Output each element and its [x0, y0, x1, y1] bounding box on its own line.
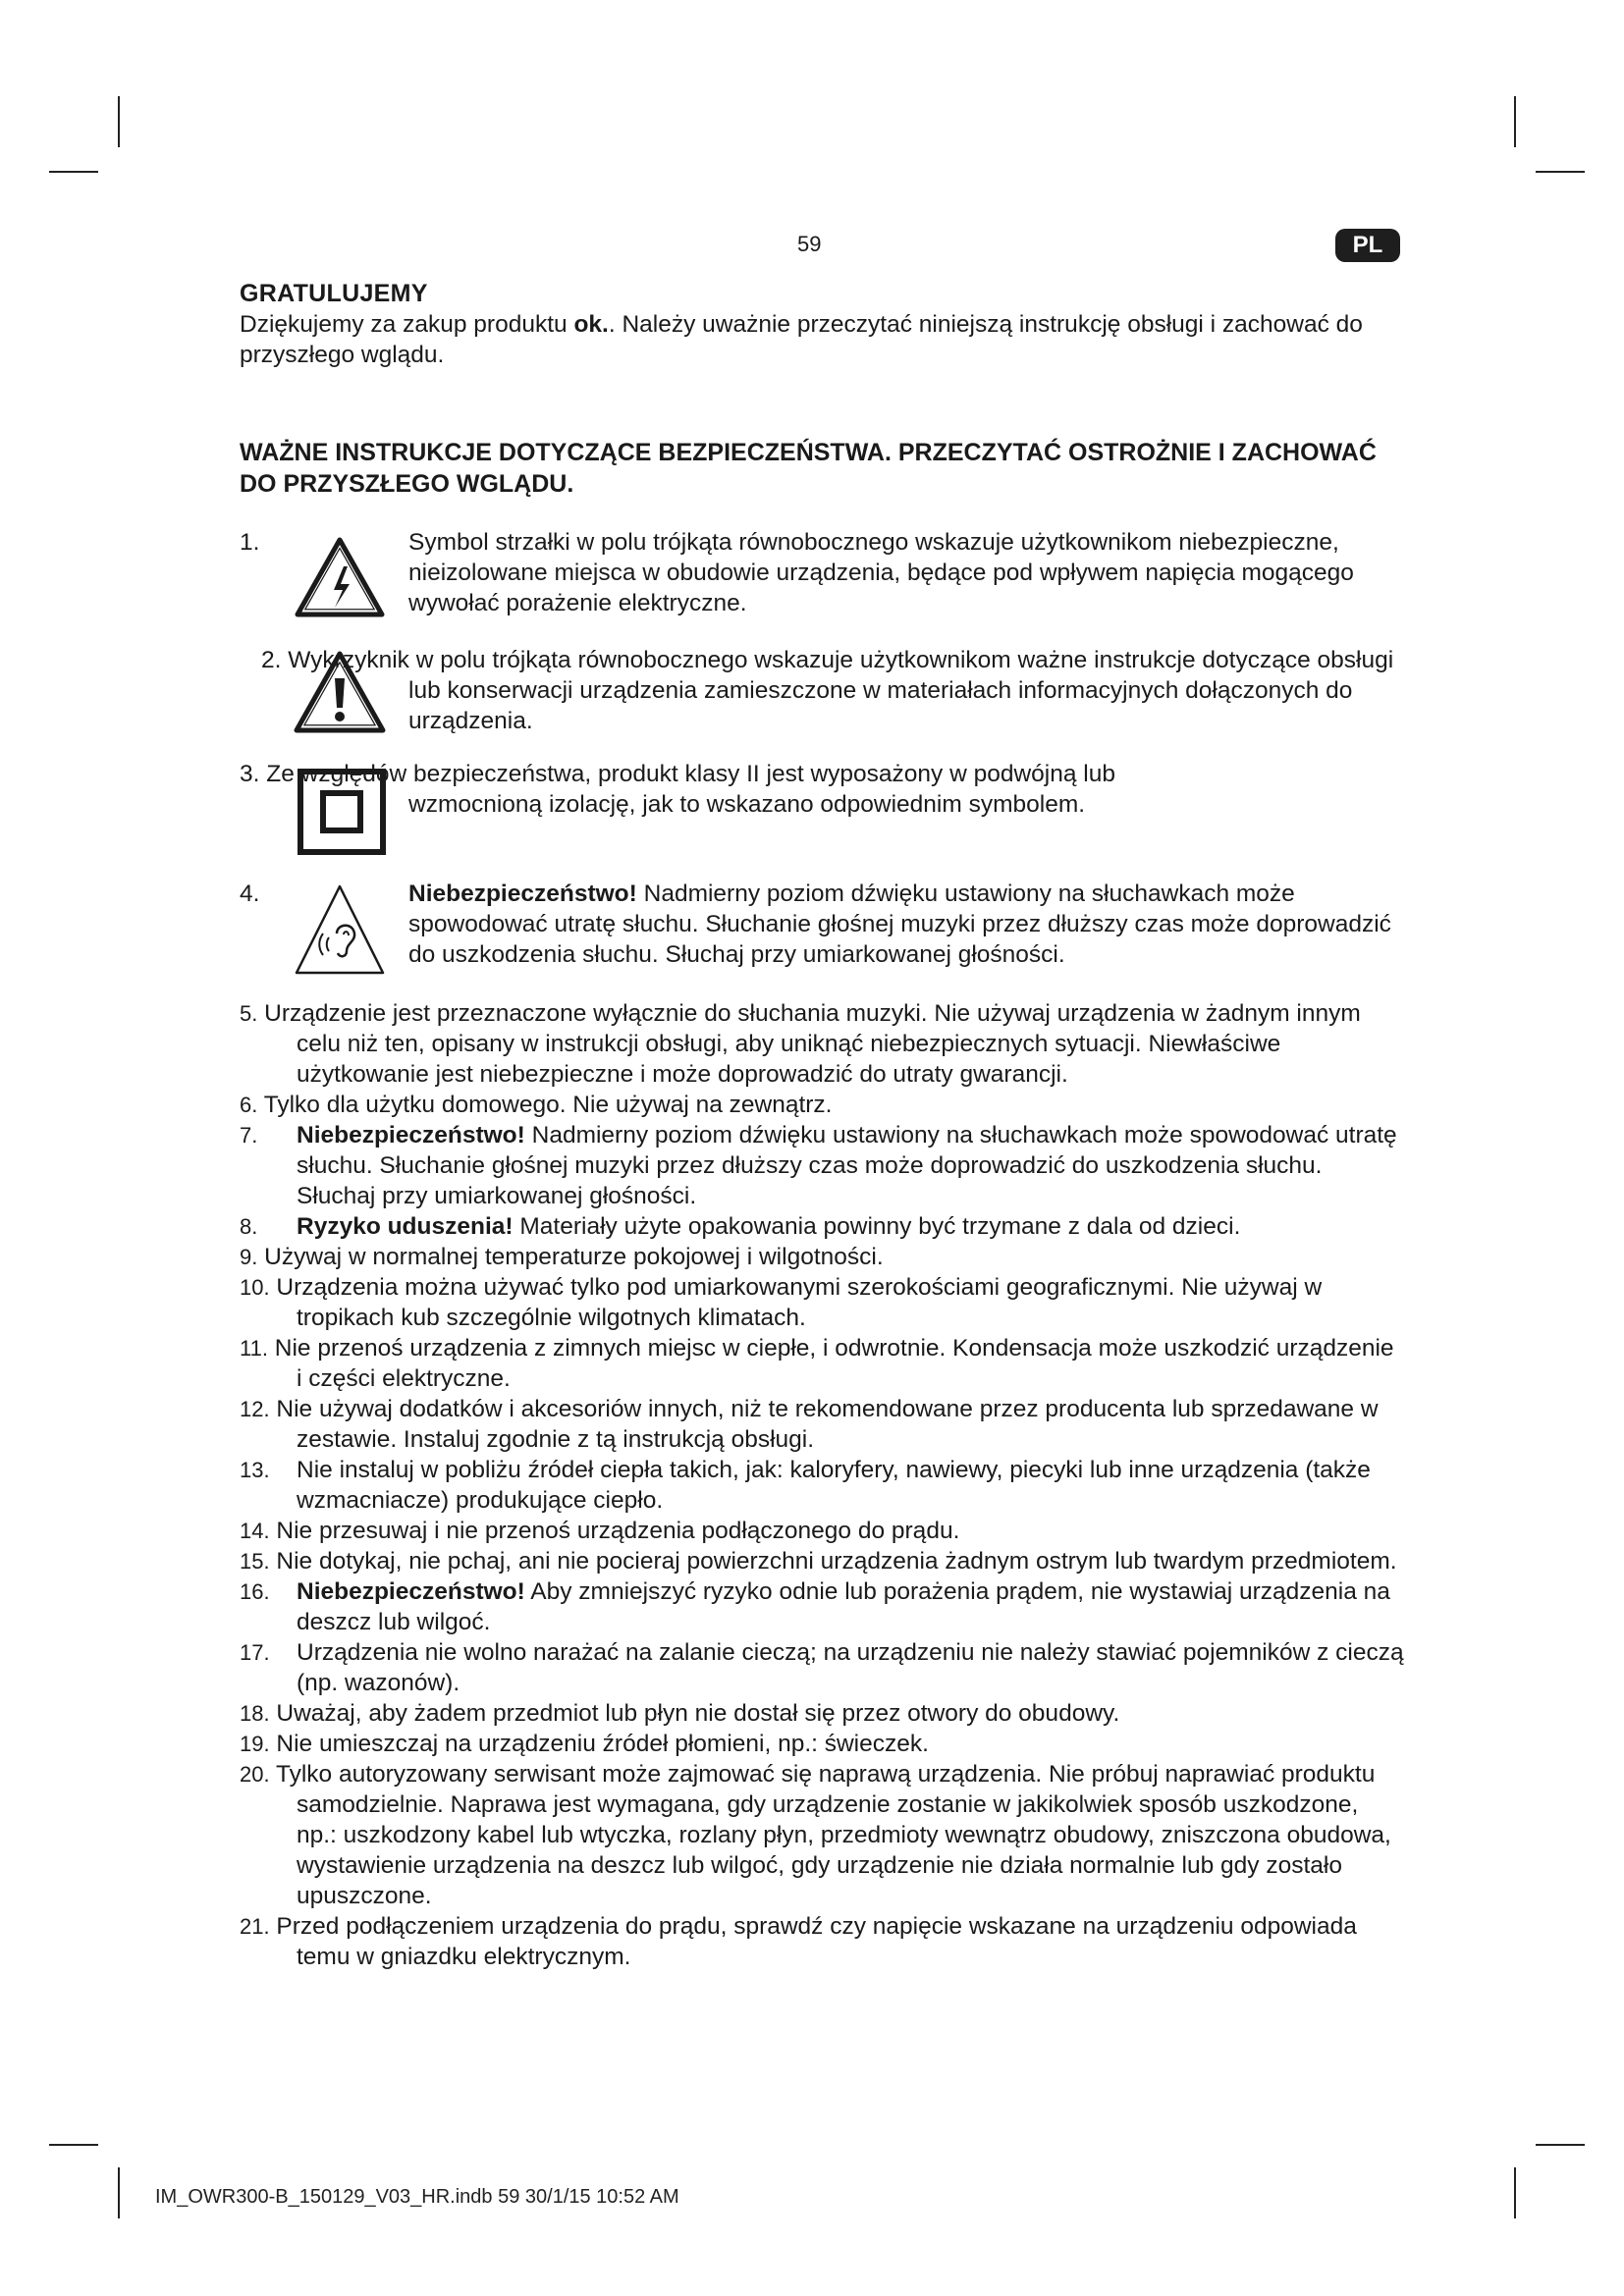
list-item-text [297, 1457, 1371, 1514]
page-number: 59 [797, 232, 822, 256]
page-content [240, 279, 1404, 1972]
list-item-number: 11. [240, 1336, 268, 1361]
list-item [240, 1576, 1404, 1637]
list-item-body: Urządzenia nie wolno narażać na zalanie cieczą; na urządzeniu nie należy stawiać pojemników z cieczą (np. wazonów). [297, 1639, 1404, 1696]
list-item-body: Przed podłączeniem urządzenia do prądu, sprawdź czy napięcie wskazane na urządzeniu odpowiada temu w gniazdku elektrycznym. [276, 1913, 1357, 1970]
crop-mark [118, 2167, 120, 2218]
list-item-body: Nie używaj dodatków i akcesoriów innych, niż te rekomendowane przez producenta lub sprzedawane w zestawie. Instaluj zgodnie z tą instrukcją obsługi. [276, 1396, 1379, 1453]
list-item-body: Urządzenia można używać tylko pod umiarkowanymi szerokościami geograficznymi. Nie używaj w tropikach kub szczególnie wilgotnych klimatach. [276, 1274, 1323, 1331]
list-item-text [297, 1213, 1240, 1240]
list-item-body: Nie dotykaj, nie pchaj, ani nie pocieraj powierzchni urządzenia żadnym ostrym lub twardym przedmiotem. [276, 1548, 1397, 1575]
item-number: 1. [240, 529, 260, 556]
crop-mark [1514, 96, 1516, 147]
lightning-triangle-icon [295, 537, 385, 617]
warning-label: Niebezpieczeństwo! [297, 1578, 525, 1605]
warning-label: Ryzyko uduszenia! [297, 1213, 514, 1240]
list-item-text [264, 1000, 1361, 1088]
list-item-text [297, 1639, 1404, 1696]
list-item-number: 13. [240, 1458, 270, 1482]
list-item [240, 1546, 1404, 1576]
list-item-body: Tylko autoryzowany serwisant może zajmować się naprawą urządzenia. Nie próbuj naprawiać produktu samodzielnie. Naprawa jest wymagana, gdy urządzenie zostanie w jakikolwiek sposób uszkodzone, np.: uszkodzony kabel lub wtyczka, rozlany płyn, przedmioty wewnątrz obudowy, zniszczona obudowa, wystawienie urządzenia na deszcz lub wilgoć, gdy urządzenie nie działa normalnie lub gdy zostało upuszczone. [275, 1761, 1391, 1909]
list-item-text [275, 1335, 1394, 1392]
list-item [240, 1455, 1404, 1516]
item-text-body: Nadmierny poziom dźwięku ustawiony na słuchawkach może spowodować utratę słuchu. Słuchanie głośnej muzyki przez dłuższy czas może doprowadzić do uszkodzenia słuchu. Słuchaj przy umiarkowanej głośności. [408, 881, 1391, 968]
item-number: 3. [240, 761, 260, 787]
list-item-body: Nie umieszczaj na urządzeniu źródeł płomieni, np.: świeczek. [276, 1731, 929, 1757]
crop-mark [118, 96, 120, 147]
list-item [240, 1272, 1404, 1333]
safety-item [240, 645, 1404, 734]
list-item-body: Aby zmniejszyć ryzyko odnie lub porażenia prądem, nie wystawiaj urządzenia na deszcz lub wilgoć. [297, 1578, 1390, 1635]
crop-mark [1536, 171, 1585, 173]
item-text [240, 645, 1404, 736]
list-item-body: Uważaj, aby żadem przedmiot lub płyn nie dostał się przez otwory do obudowy. [276, 1700, 1120, 1727]
warning-label: Niebezpieczeństwo! [297, 1122, 525, 1148]
list-item-number: 17. [240, 1640, 270, 1665]
list-item-number: 16. [240, 1579, 270, 1604]
crop-mark [49, 171, 98, 173]
list-item-number: 19. [240, 1732, 270, 1756]
list-item-number: 21. [240, 1914, 270, 1939]
crop-mark [1536, 2144, 1585, 2146]
list-item-number: 6. [240, 1093, 258, 1117]
item-text-first-line: Wykrzyknik w polu trójkąta równobocznego wskazuje użytkownikom ważne instrukcje [288, 647, 1196, 673]
list-item-number: 15. [240, 1549, 270, 1574]
list-item-text [297, 1578, 1390, 1635]
list-item-body: Nie przesuwaj i nie przenoś urządzenia podłączonego do prądu. [276, 1518, 960, 1544]
list-item-number: 14. [240, 1519, 270, 1543]
crop-mark [1514, 2167, 1516, 2218]
intro-text-start: Dziękujemy za zakup produktu [240, 311, 574, 338]
list-item-text [276, 1761, 1391, 1909]
list-item [240, 998, 1404, 1090]
safety-item [240, 527, 1404, 621]
item-text-rest: wzmocnioną izolację, jak to wskazano odpowiednim symbolem. [408, 791, 1086, 818]
item-number: 4. [240, 881, 260, 907]
list-item [240, 1120, 1404, 1211]
list-item-body: Nie instaluj w pobliżu źródeł ciepła takich, jak: kaloryfery, nawiewy, piecyki lub inne urządzenia (także wzmacniacze) produkujące ciepło. [297, 1457, 1371, 1514]
list-item-text [297, 1122, 1397, 1209]
intro-text-end: . Należy uważnie przeczytać niniejszą instrukcję obsługi i zachować do przyszłego wglądu. [240, 311, 1363, 368]
list-item-text [276, 1913, 1356, 1970]
crop-mark [49, 2144, 98, 2146]
list-item [240, 1242, 1404, 1272]
item-text-first-line: Ze względów bezpieczeństwa, produkt klasy II jest wyposażony w podwójną lub [266, 761, 1115, 787]
list-item [240, 1211, 1404, 1242]
list-item-text [276, 1518, 959, 1544]
safety-item [240, 879, 1404, 977]
list-item-number: 12. [240, 1397, 270, 1421]
list-item [240, 1911, 1404, 1972]
list-item-body: Nadmierny poziom dźwięku ustawiony na słuchawkach może spowodować utratę słuchu. Słuchanie głośnej muzyki przez dłuższy czas może doprowadzić do uszkodzenia słuchu. Słuchaj przy umiarkowanej głośności. [297, 1122, 1397, 1209]
list-item-number: 7. [240, 1123, 258, 1148]
list-item-number: 18. [240, 1701, 270, 1726]
brand-name: ok. [573, 311, 609, 338]
intro-heading: GRATULUJEMY [240, 280, 428, 307]
list-item-text [276, 1700, 1119, 1727]
list-item [240, 1516, 1404, 1546]
list-item-body: Używaj w normalnej temperaturze pokojowej i wilgotności. [264, 1244, 884, 1270]
list-item-text [276, 1274, 1322, 1331]
list-item-number: 10. [240, 1275, 270, 1300]
list-item [240, 1759, 1404, 1911]
item-number: 2. [261, 647, 282, 673]
list-item-body: Materiały użyte opakowania powinny być trzymane z dala od dzieci. [513, 1213, 1241, 1240]
item-text-rest: dotyczące obsługi lub konserwacji urządzenia zamieszczone w materiałach informacyjnych dołączonych do urządzenia. [408, 647, 1394, 734]
list-item [240, 1090, 1404, 1120]
list-item-body: Tylko dla użytku domowego. Nie używaj na zewnątrz. [263, 1092, 833, 1118]
intro-paragraph [240, 309, 1404, 370]
list-item-body: Nie przenoś urządzenia z zimnych miejsc w ciepłe, i odwrotnie. Kondensacja może uszkodzić urządzenie i części elektryczne. [274, 1335, 1394, 1392]
list-item [240, 1333, 1404, 1394]
safety-item [240, 759, 1404, 859]
list-item [240, 1637, 1404, 1698]
safety-rules-list [240, 998, 1404, 1972]
hearing-warning-icon [294, 882, 386, 977]
list-item-text [276, 1396, 1378, 1453]
print-footer: IM_OWR300-B_150129_V03_HR.indb 59 30/1/15 10:52 AM [155, 2186, 679, 2208]
list-item-number: 5. [240, 1001, 258, 1026]
list-item [240, 1698, 1404, 1729]
list-item-text [276, 1731, 929, 1757]
list-item-text [264, 1092, 833, 1118]
list-item [240, 1394, 1404, 1455]
list-item-number: 8. [240, 1214, 258, 1239]
list-item-text [276, 1548, 1396, 1575]
list-item-body: Urządzenie jest przeznaczone wyłącznie do słuchania muzyki. Nie używaj urządzenia w żadnym innym celu niż ten, opisany w instrukcji obsługi, aby uniknąć niebezpiecznych sytuacji. Niewłaściwe użytkowanie jest niebezpieczne i może doprowadzić do utraty gwarancji. [264, 1000, 1361, 1088]
item-text: Symbol strzałki w polu trójkąta równobocznego wskazuje użytkownikom niebezpieczne, nieizolowane miejsca w obudowie urządzenia, będące pod wpływem napięcia mogącego wywołać porażenie elektryczne. [408, 529, 1354, 616]
list-item-number: 20. [240, 1762, 270, 1787]
safety-heading: WAŻNE INSTRUKCJE DOTYCZĄCE BEZPIECZEŃSTWA. PRZECZYTAĆ OSTROŻNIE I ZACHOWAĆ DO PRZYSZŁEGO WGLĄDU. [240, 439, 1377, 498]
list-item [240, 1729, 1404, 1759]
list-item-text [264, 1244, 883, 1270]
warning-label: Niebezpieczeństwo! [408, 881, 637, 907]
language-badge: PL [1335, 229, 1400, 262]
item-text [408, 879, 1404, 970]
list-item-number: 9. [240, 1245, 258, 1269]
item-text [240, 759, 1404, 820]
